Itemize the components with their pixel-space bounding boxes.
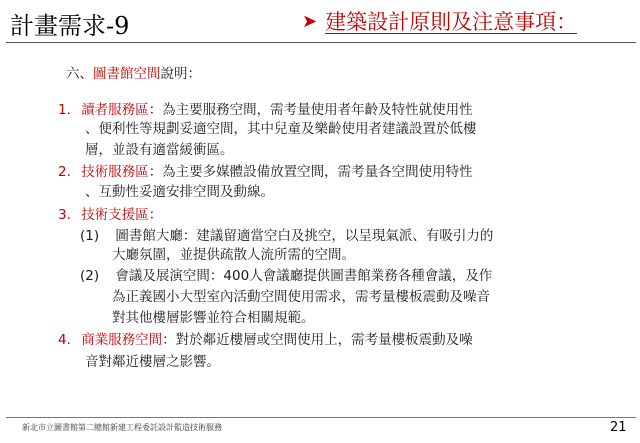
list-item-text: ：對於鄰近樓層或空間使用上，需考量樓板震動及噪	[162, 332, 473, 348]
sub-item-number: (1)	[80, 228, 100, 244]
list-item-1-line-3: 層，並設有適當緩衝區。	[85, 142, 234, 158]
intro-prefix: 六、	[66, 66, 93, 82]
list-item-text: ：為主要多媒體設備放置空間，需考量各空間使用特性	[148, 164, 473, 180]
list-item-label: 商業服務空間	[81, 332, 163, 348]
list-item-4-line-2: 音對鄰近樓層之影響。	[85, 354, 220, 370]
list-item-2-line-2: 、互動性妥適安排空間及動線。	[85, 184, 274, 200]
sub-item-text: 圖書館大廳：建議留適當空白及挑空，以呈現氣派、有吸引力的	[115, 228, 494, 244]
sub-item-2-line-2: 為正義國小大型室內活動空間使用需求，需考量樓板震動及噪音	[112, 289, 490, 305]
intro-highlight: 圖書館空間	[93, 66, 161, 82]
header-divider	[6, 42, 636, 43]
section-heading-text: 建築設計原則及注意事項：	[325, 10, 578, 34]
footer-text: 新北市立圖書館第二總館新建工程委託設計監造技術服務	[22, 423, 222, 432]
sub-item-1-line-1	[80, 227, 493, 246]
list-item-label: 技術支援區	[81, 207, 149, 223]
intro-suffix: 說明：	[160, 66, 201, 82]
footer-divider	[6, 417, 636, 418]
list-item-text: ：為主要服務空間，需考量使用者年齡及特性就使用性	[148, 102, 473, 118]
page-number: 21	[610, 420, 627, 435]
list-item-number: 4.	[58, 332, 71, 348]
list-item-number: 1.	[58, 102, 71, 118]
arrow-bullet-icon: ➤	[302, 10, 318, 32]
list-item-4-line-1	[58, 331, 473, 350]
list-item-1-line-2: 、便利性等規劃妥適空間，其中兒童及樂齡使用者建議設置於低樓	[85, 121, 477, 137]
sub-item-number: (2)	[80, 268, 100, 284]
sub-item-2-line-3: 對其他樓層影響並符合相關規範。	[112, 310, 315, 326]
sub-item-text: 會議及展演空間：400人會議廳提供圖書館業務各種會議，及作	[115, 268, 493, 284]
list-item-number: 3.	[58, 207, 71, 223]
list-item-text: ：	[148, 207, 163, 223]
list-item-label: 技術服務區	[81, 164, 149, 180]
list-item-2-line-1	[58, 163, 473, 182]
section-heading	[302, 6, 577, 36]
list-item-number: 2.	[58, 164, 71, 180]
sub-item-2-line-1	[80, 267, 492, 286]
intro-line	[66, 65, 201, 84]
page-title: 計畫需求-9	[10, 12, 130, 40]
list-item-1-line-1	[58, 101, 473, 120]
list-item-3-line-1	[58, 206, 162, 225]
list-item-label: 讀者服務區	[81, 102, 149, 118]
sub-item-1-line-2: 大廳氛圍，並提供疏散人流所需的空間。	[112, 247, 355, 263]
